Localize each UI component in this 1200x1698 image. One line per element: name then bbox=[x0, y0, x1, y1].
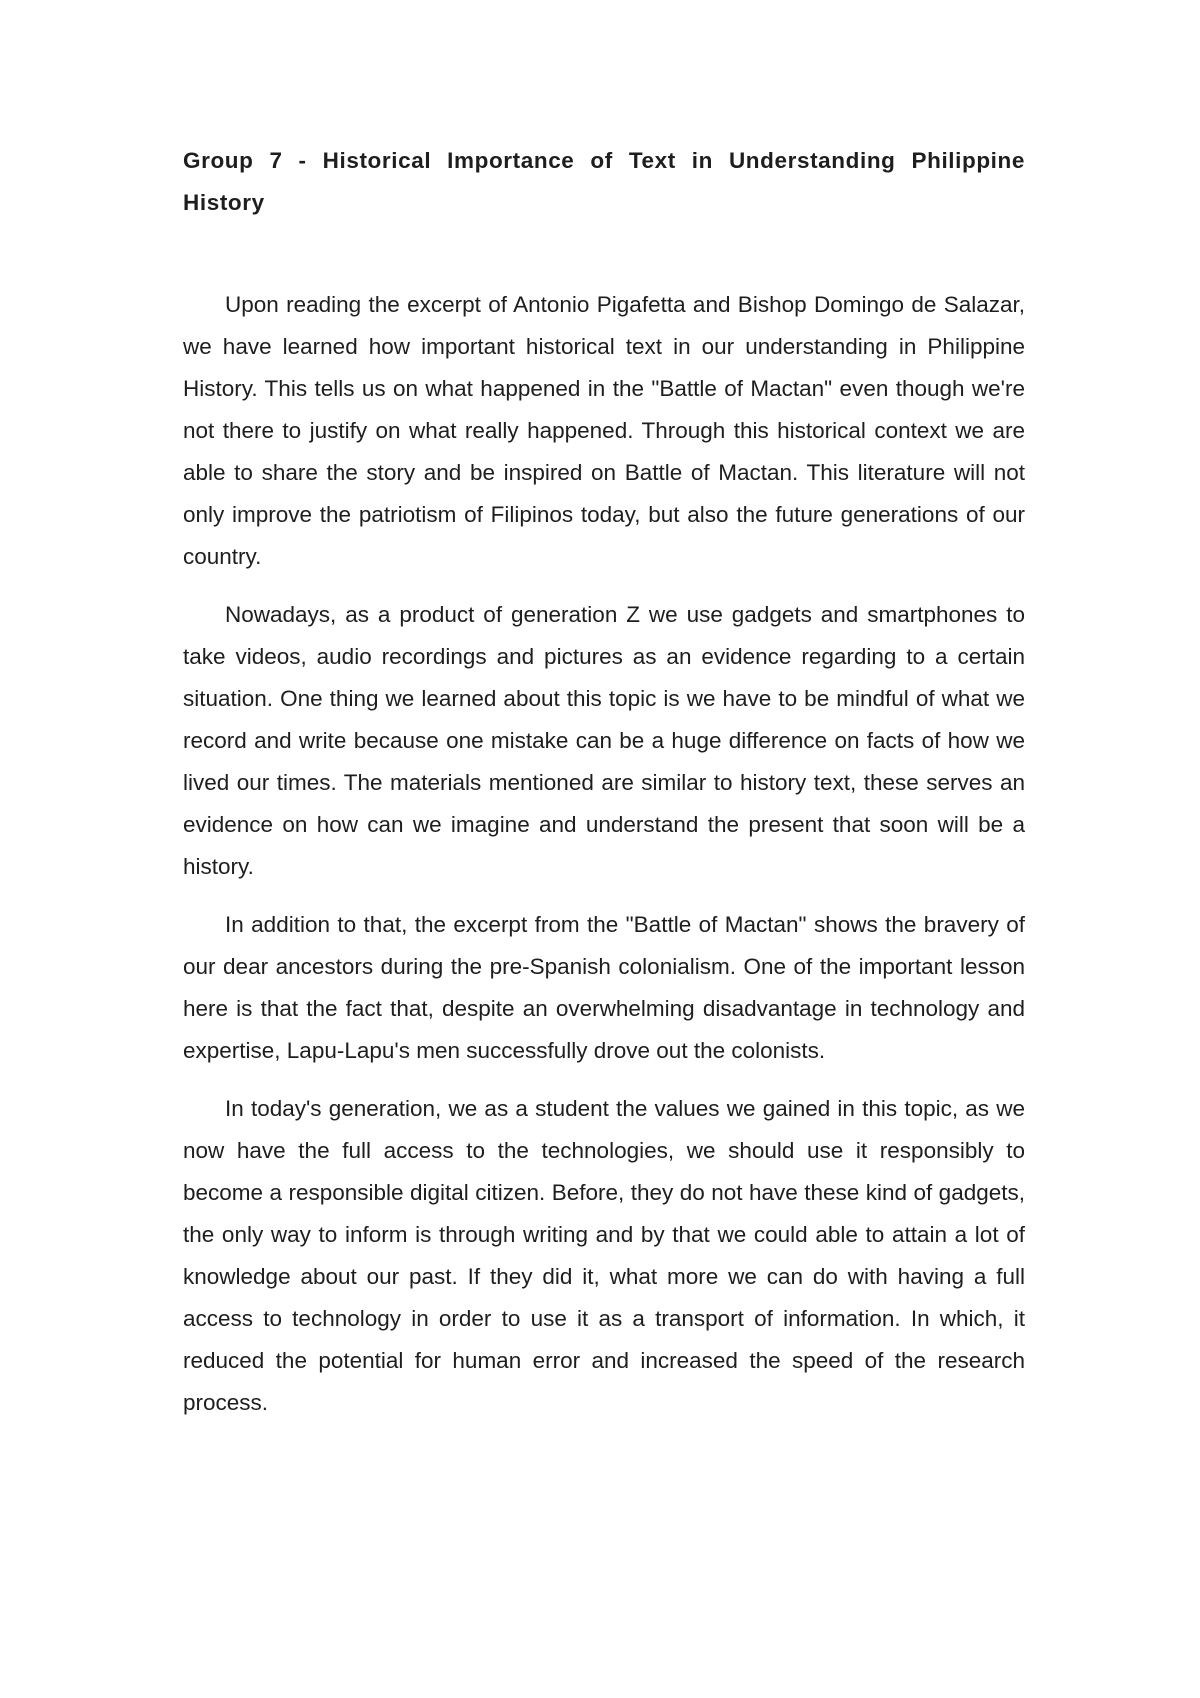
document-title: Group 7 - Historical Importance of Text in Understanding Philippine History bbox=[183, 148, 1025, 215]
paragraph-1: Upon reading the excerpt of Antonio Pigafetta and Bishop Domingo de Salazar, we have learned how important historical text in our understanding in Philippine History. This tells us on what happened in the "Battle of Mactan" even though we're not there to justify on what really happened. Through this historical context we are able to share the story and be inspired on Battle of Mactan. This literature will not only improve the patriotism of Filipinos today, but also the future generations of our country. bbox=[183, 292, 1025, 569]
paragraph-2: Nowadays, as a product of generation Z we use gadgets and smartphones to take videos, audio recordings and pictures as an evidence regarding to a certain situation. One thing we learned about this topic is we have to be mindful of what we record and write because one mistake can be a huge difference on facts of how we lived our times. The materials mentioned are similar to history text, these serves an evidence on how can we imagine and understand the present that soon will be a history. bbox=[183, 602, 1025, 879]
document-body bbox=[183, 140, 1025, 1440]
paragraph-3: In addition to that, the excerpt from the "Battle of Mactan" shows the bravery of our dear ancestors during the pre-Spanish colonialism. One of the important lesson here is that the fact that, despite an overwhelming disadvantage in technology and expertise, Lapu-Lapu's men successfully drove out the colonists. bbox=[183, 912, 1025, 1063]
paragraph-4: In today's generation, we as a student the values we gained in this topic, as we now have the full access to the technologies, we should use it responsibly to become a responsible digital citizen. Before, they do not have these kind of gadgets, the only way to inform is through writing and by that we could able to attain a lot of knowledge about our past. If they did it, what more we can do with having a full access to technology in order to use it as a transport of information. In which, it reduced the potential for human error and increased the speed of the research process. bbox=[183, 1096, 1025, 1415]
